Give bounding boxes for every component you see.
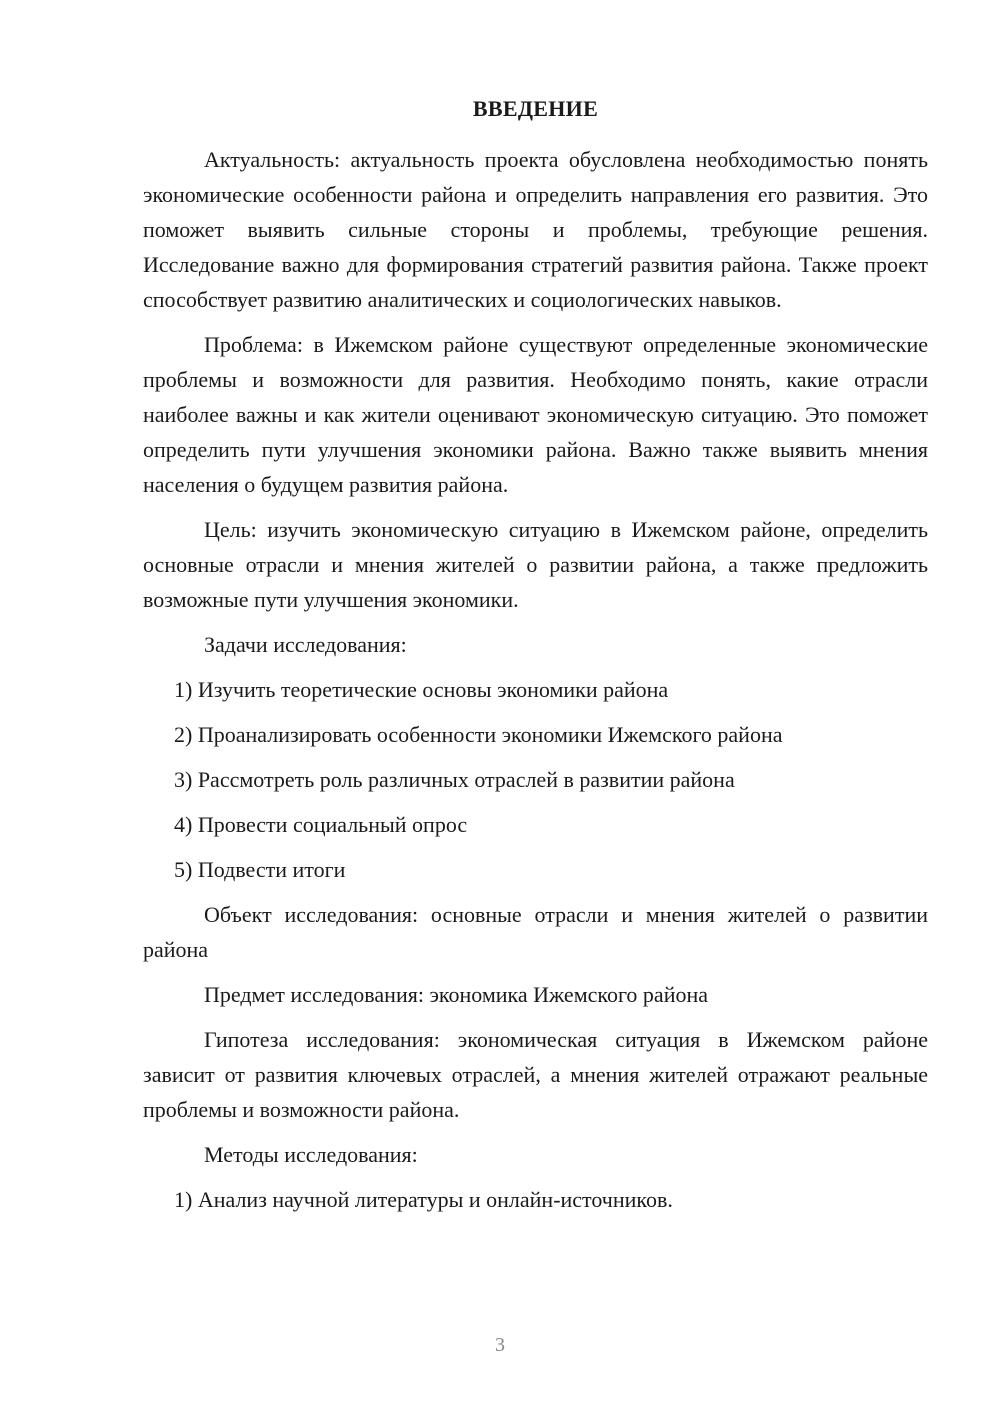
methods-list (143, 1182, 928, 1217)
methods-label: Методы исследования: (204, 1142, 418, 1167)
section-title: ВВЕДЕНИЕ (472, 96, 599, 121)
list-item: 4) Провести социальный опрос (174, 812, 468, 837)
document-page (143, 94, 928, 1217)
list-item: 1) Изучить теоретические основы экономики района (174, 677, 669, 702)
goal-paragraph: Цель: изучить экономическую ситуацию в Ижемском районе, определить основные отрасли и мнения жителей о развитии района, а также предложить возможные пути улучшения экономики. (143, 517, 928, 612)
list-item: 5) Подвести итоги (174, 857, 346, 882)
list-item: 2) Проанализировать особенности экономики Ижемского района (174, 722, 783, 747)
object-paragraph: Объект исследования: основные отрасли и мнения жителей о развитии района (143, 902, 928, 962)
tasks-list (143, 672, 928, 887)
tasks-label: Задачи исследования: (204, 632, 407, 657)
subject-paragraph: Предмет исследования: экономика Ижемского района (204, 982, 709, 1007)
list-item: 3) Рассмотреть роль различных отраслей в развитии района (174, 767, 735, 792)
problem-paragraph: Проблема: в Ижемском районе существуют определенные экономические проблемы и возможности для развития. Необходимо понять, какие отрасли наиболее важны и как жители оценивают экономическую ситуацию. Это поможет определить пути улучшения экономики района. Важно также выявить мнения населения о будущем развития района. (143, 332, 928, 497)
hypothesis-paragraph: Гипотеза исследования: экономическая ситуация в Ижемском районе зависит от развития ключевых отраслей, а мнения жителей отражают реальные проблемы и возможности района. (143, 1027, 928, 1122)
page-number: 3 (495, 1334, 505, 1356)
relevance-paragraph: Актуальность: актуальность проекта обусловлена необходимостью понять экономические особенности района и определить направления его развития. Это поможет выявить сильные стороны и проблемы, требующие решения. Исследование важно для формирования стратегий развития района. Также проект способствует развитию аналитических и социологических навыков. (143, 147, 928, 312)
list-item: 1) Анализ научной литературы и онлайн-источников. (174, 1187, 673, 1212)
